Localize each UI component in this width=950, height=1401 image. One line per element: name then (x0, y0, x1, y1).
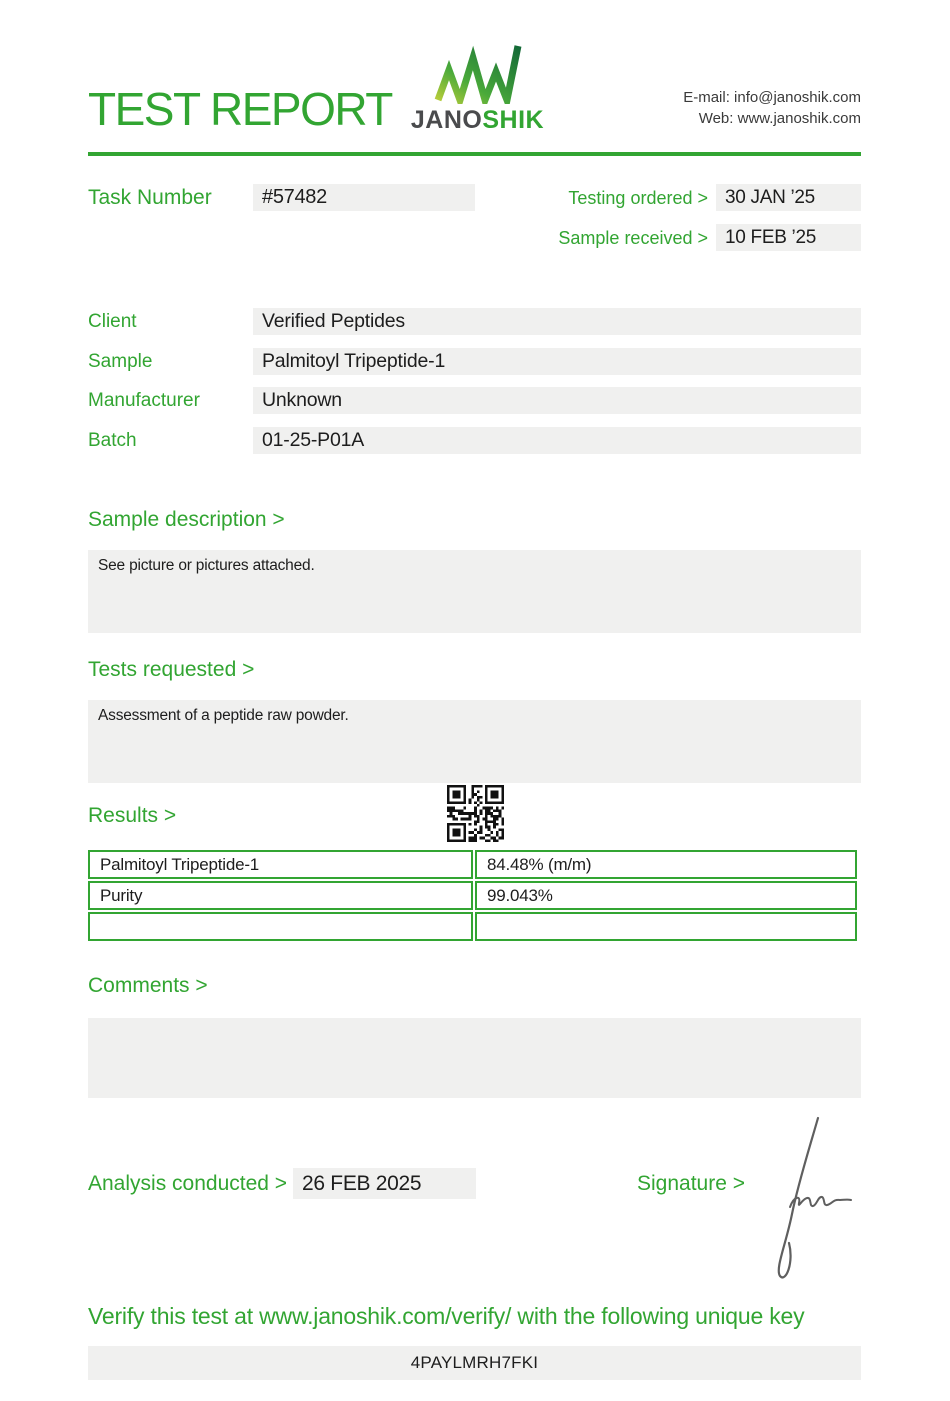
tests-requested-box: Assessment of a peptide raw powder. (88, 700, 861, 783)
batch-value: 01-25-P01A (253, 427, 861, 454)
manufacturer-value: Unknown (253, 387, 861, 414)
comments-heading: Comments > (88, 974, 208, 997)
table-row (88, 881, 857, 910)
header-divider (88, 152, 861, 156)
unique-key-value: 4PAYLMRH7FKI (88, 1346, 861, 1380)
signature-label: Signature > (637, 1172, 745, 1195)
results-table (86, 848, 859, 943)
result-name-cell (88, 912, 473, 941)
qr-code (447, 785, 504, 842)
verify-instruction: Verify this test at www.janoshik.com/verify/ with the following unique key (88, 1303, 805, 1329)
result-value-cell: 84.48% (m/m) (475, 850, 857, 879)
result-value-cell (475, 912, 857, 941)
testing-ordered-value: 30 JAN ’25 (716, 184, 861, 211)
logo-wordmark (405, 106, 550, 135)
sample-received-value: 10 FEB ’25 (716, 224, 861, 251)
client-label: Client (88, 311, 137, 332)
results-heading: Results > (88, 804, 177, 827)
analysis-date-value: 26 FEB 2025 (293, 1168, 476, 1199)
sample-label: Sample (88, 351, 153, 372)
analysis-conducted-label: Analysis conducted > (88, 1172, 288, 1195)
contact-email: E-mail: info@janoshik.com (683, 89, 861, 106)
page-title: TEST REPORT (88, 83, 392, 135)
testing-ordered-label: Testing ordered > (568, 188, 708, 208)
signature-scribble (752, 1112, 857, 1287)
table-row (88, 912, 857, 941)
comments-box (88, 1018, 861, 1098)
contact-info (683, 87, 861, 129)
logo-chart-peaks-icon (432, 42, 524, 104)
table-row (88, 850, 857, 879)
sample-description-box: See picture or pictures attached. (88, 550, 861, 633)
batch-label: Batch (88, 430, 137, 451)
sample-value: Palmitoyl Tripeptide-1 (253, 348, 861, 375)
janoshik-logo (405, 42, 550, 135)
tests-requested-heading: Tests requested > (88, 658, 255, 681)
logo-wordmark-shik: SHIK (482, 106, 545, 134)
contact-web: Web: www.janoshik.com (698, 110, 861, 127)
task-number-value: #57482 (253, 184, 475, 211)
result-value-cell: 99.043% (475, 881, 857, 910)
result-name-cell: Palmitoyl Tripeptide-1 (88, 850, 473, 879)
sample-received-label: Sample received > (558, 228, 708, 248)
manufacturer-label: Manufacturer (88, 390, 200, 411)
logo-wordmark-jano: JANO (410, 106, 483, 134)
client-value: Verified Peptides (253, 308, 861, 335)
result-name-cell: Purity (88, 881, 473, 910)
sample-description-heading: Sample description > (88, 508, 285, 531)
task-number-label: Task Number (88, 186, 212, 209)
